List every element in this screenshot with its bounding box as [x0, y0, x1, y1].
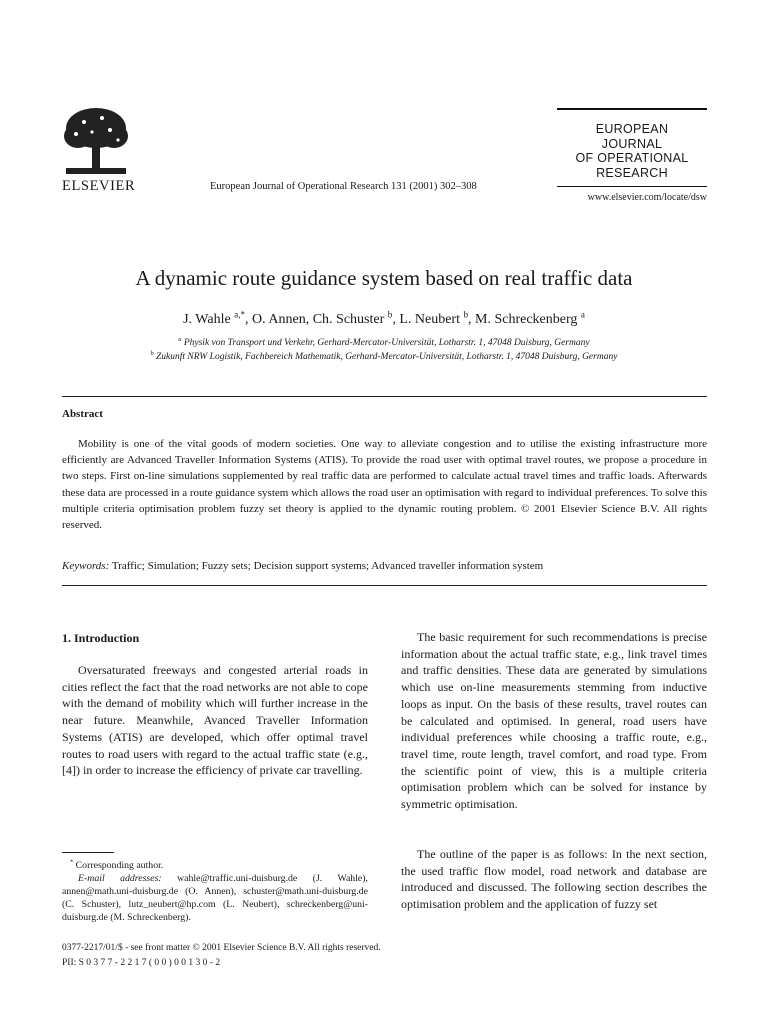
keywords-label: Keywords:	[62, 560, 110, 572]
affiliation-a	[0, 338, 768, 348]
divider	[62, 396, 707, 397]
author-name: O. Annen	[252, 312, 306, 327]
journal-title-line: JOURNAL	[601, 136, 663, 151]
affiliation-text: Zukunft NRW Logistik, Fachbereich Mathematik, Gerhard-Mercator-Universität, Lotharstr. 1, 47048 Duisburg, Germany	[156, 352, 618, 362]
footnote-email-label: E-mail addresses:	[78, 873, 162, 884]
journal-reference: European Journal of Operational Research 131 (2001) 302–308	[210, 181, 477, 192]
footnote-corresponding	[62, 859, 368, 872]
paper-title: A dynamic route guidance system based on real traffic data	[135, 266, 633, 290]
footnote-rule	[62, 852, 114, 853]
journal-title-box	[557, 108, 707, 187]
author-affiliation-marker: a,*	[234, 309, 246, 320]
affiliation-marker: a	[178, 336, 182, 343]
affiliation-b	[0, 352, 768, 362]
affiliation-marker: b	[150, 350, 154, 357]
affiliation-text: Physik von Transport und Verkehr, Gerhard-Mercator-Universität, Lotharstr. 1, 47048 Duisburg, Germany	[183, 338, 590, 348]
pii-line: PII: S 0 3 7 7 - 2 2 1 7 ( 0 0 ) 0 0 1 3 0 - 2	[62, 958, 221, 968]
author-name: L. Neubert	[399, 312, 460, 327]
footnote-emails	[62, 872, 368, 924]
abstract-heading: Abstract	[62, 408, 103, 420]
author-name: M. Schreckenberg	[475, 312, 578, 327]
footnote-marker: *	[70, 858, 74, 866]
author-list: J. Wahle $^{a,*}$, O. Annen, Ch. Schuster $^b$, L. Neubert $^b$, M. Schreckenberg $^a$	[183, 309, 585, 327]
section-heading: 1. Introduction	[62, 631, 140, 645]
footnote-corresponding-text: Corresponding author.	[75, 860, 164, 871]
abstract-text: Mobility is one of the vital goods of modern societies. One way to alleviate congestion and to utilise the existing infrastructure more efficiently are Advanced Traveller Information Systems (ATIS). To provide the road user with optimal travel routes, we propose a procedure in two steps. First on-line simulations supplemented by real traffic data are performed to calculate actual travel times and traffic loads. Afterwards these data are processed in a route guidance system which allows the road user an optimisation with regard to individual preferences. To solve this multiple criteria optimisation problem fuzzy set theory is applied to the dynamic routing problem. © 2001 Elsevier Science B.V. All rights reserved.	[62, 438, 707, 532]
journal-url[interactable]: www.elsevier.com/locate/dsw	[587, 192, 707, 203]
body-paragraph: The basic requirement for such recommendations is precise information about the actual traffic state, e.g., link travel times and traffic densities. These data are generated by simulations which use on-line measurements stemming from inductive loops as input. On the basis of these results, travel routes can be calculated and optimised. In general, road users have individual preferences while choosing a traffic route, e.g., travel time, route length, travel comfort, and road type. From the scientific point of view, this is a multiple criteria optimisation problem which can be solved for instance by symmetric optimisation.	[401, 630, 707, 812]
issn-line: 0377-2217/01/$ - see front matter © 2001 Elsevier Science B.V. All rights reserved.	[62, 943, 381, 953]
footnote-email-list: wahle@traffic.uni-duisburg.de (J. Wahle), annen@math.uni-duisburg.de (O. Annen), schuster@math.uni-duisburg.de (C. Schuster), lutz_neubert@hp.com (L. Neubert), schreckenberg@uni-duisburg.de (M. Schreckenberg).	[62, 873, 368, 923]
journal-title-line: RESEARCH	[596, 165, 668, 180]
journal-title-line: EUROPEAN	[595, 122, 669, 136]
publisher-name: ELSEVIER	[62, 178, 136, 194]
journal-title	[557, 122, 707, 180]
author-affiliation-marker: b	[463, 309, 469, 320]
author-affiliation-marker: b	[387, 309, 393, 320]
author-affiliation-marker: a	[580, 309, 585, 320]
author-name: J. Wahle	[183, 312, 231, 327]
keywords-text: Traffic; Simulation; Fuzzy sets; Decision support systems; Advanced traveller information system	[111, 560, 544, 572]
body-paragraph: The outline of the paper is as follows: In the next section, the used traffic flow model, road network and database are introduced and discussed. The following section describes the optimisation problem and the application of fuzzy set	[401, 847, 707, 912]
elsevier-tree-logo	[62, 106, 130, 178]
author-name: Ch. Schuster	[312, 312, 385, 327]
keywords	[62, 560, 543, 572]
journal-title-line: OF OPERATIONAL	[575, 151, 689, 165]
divider	[62, 585, 707, 586]
body-paragraph: Oversaturated freeways and congested arterial roads in cities reflect the fact that the road networks are not able to cope with the demand of mobility which will further increase in the near future. Meanwhile, Avanced Traveller Information Systems (ATIS) are developed, which offer optimal travel routes to road users with regard to the actual traffic state (e.g., [4]) in order to increase the efficiency of private car travelling.	[62, 663, 368, 778]
